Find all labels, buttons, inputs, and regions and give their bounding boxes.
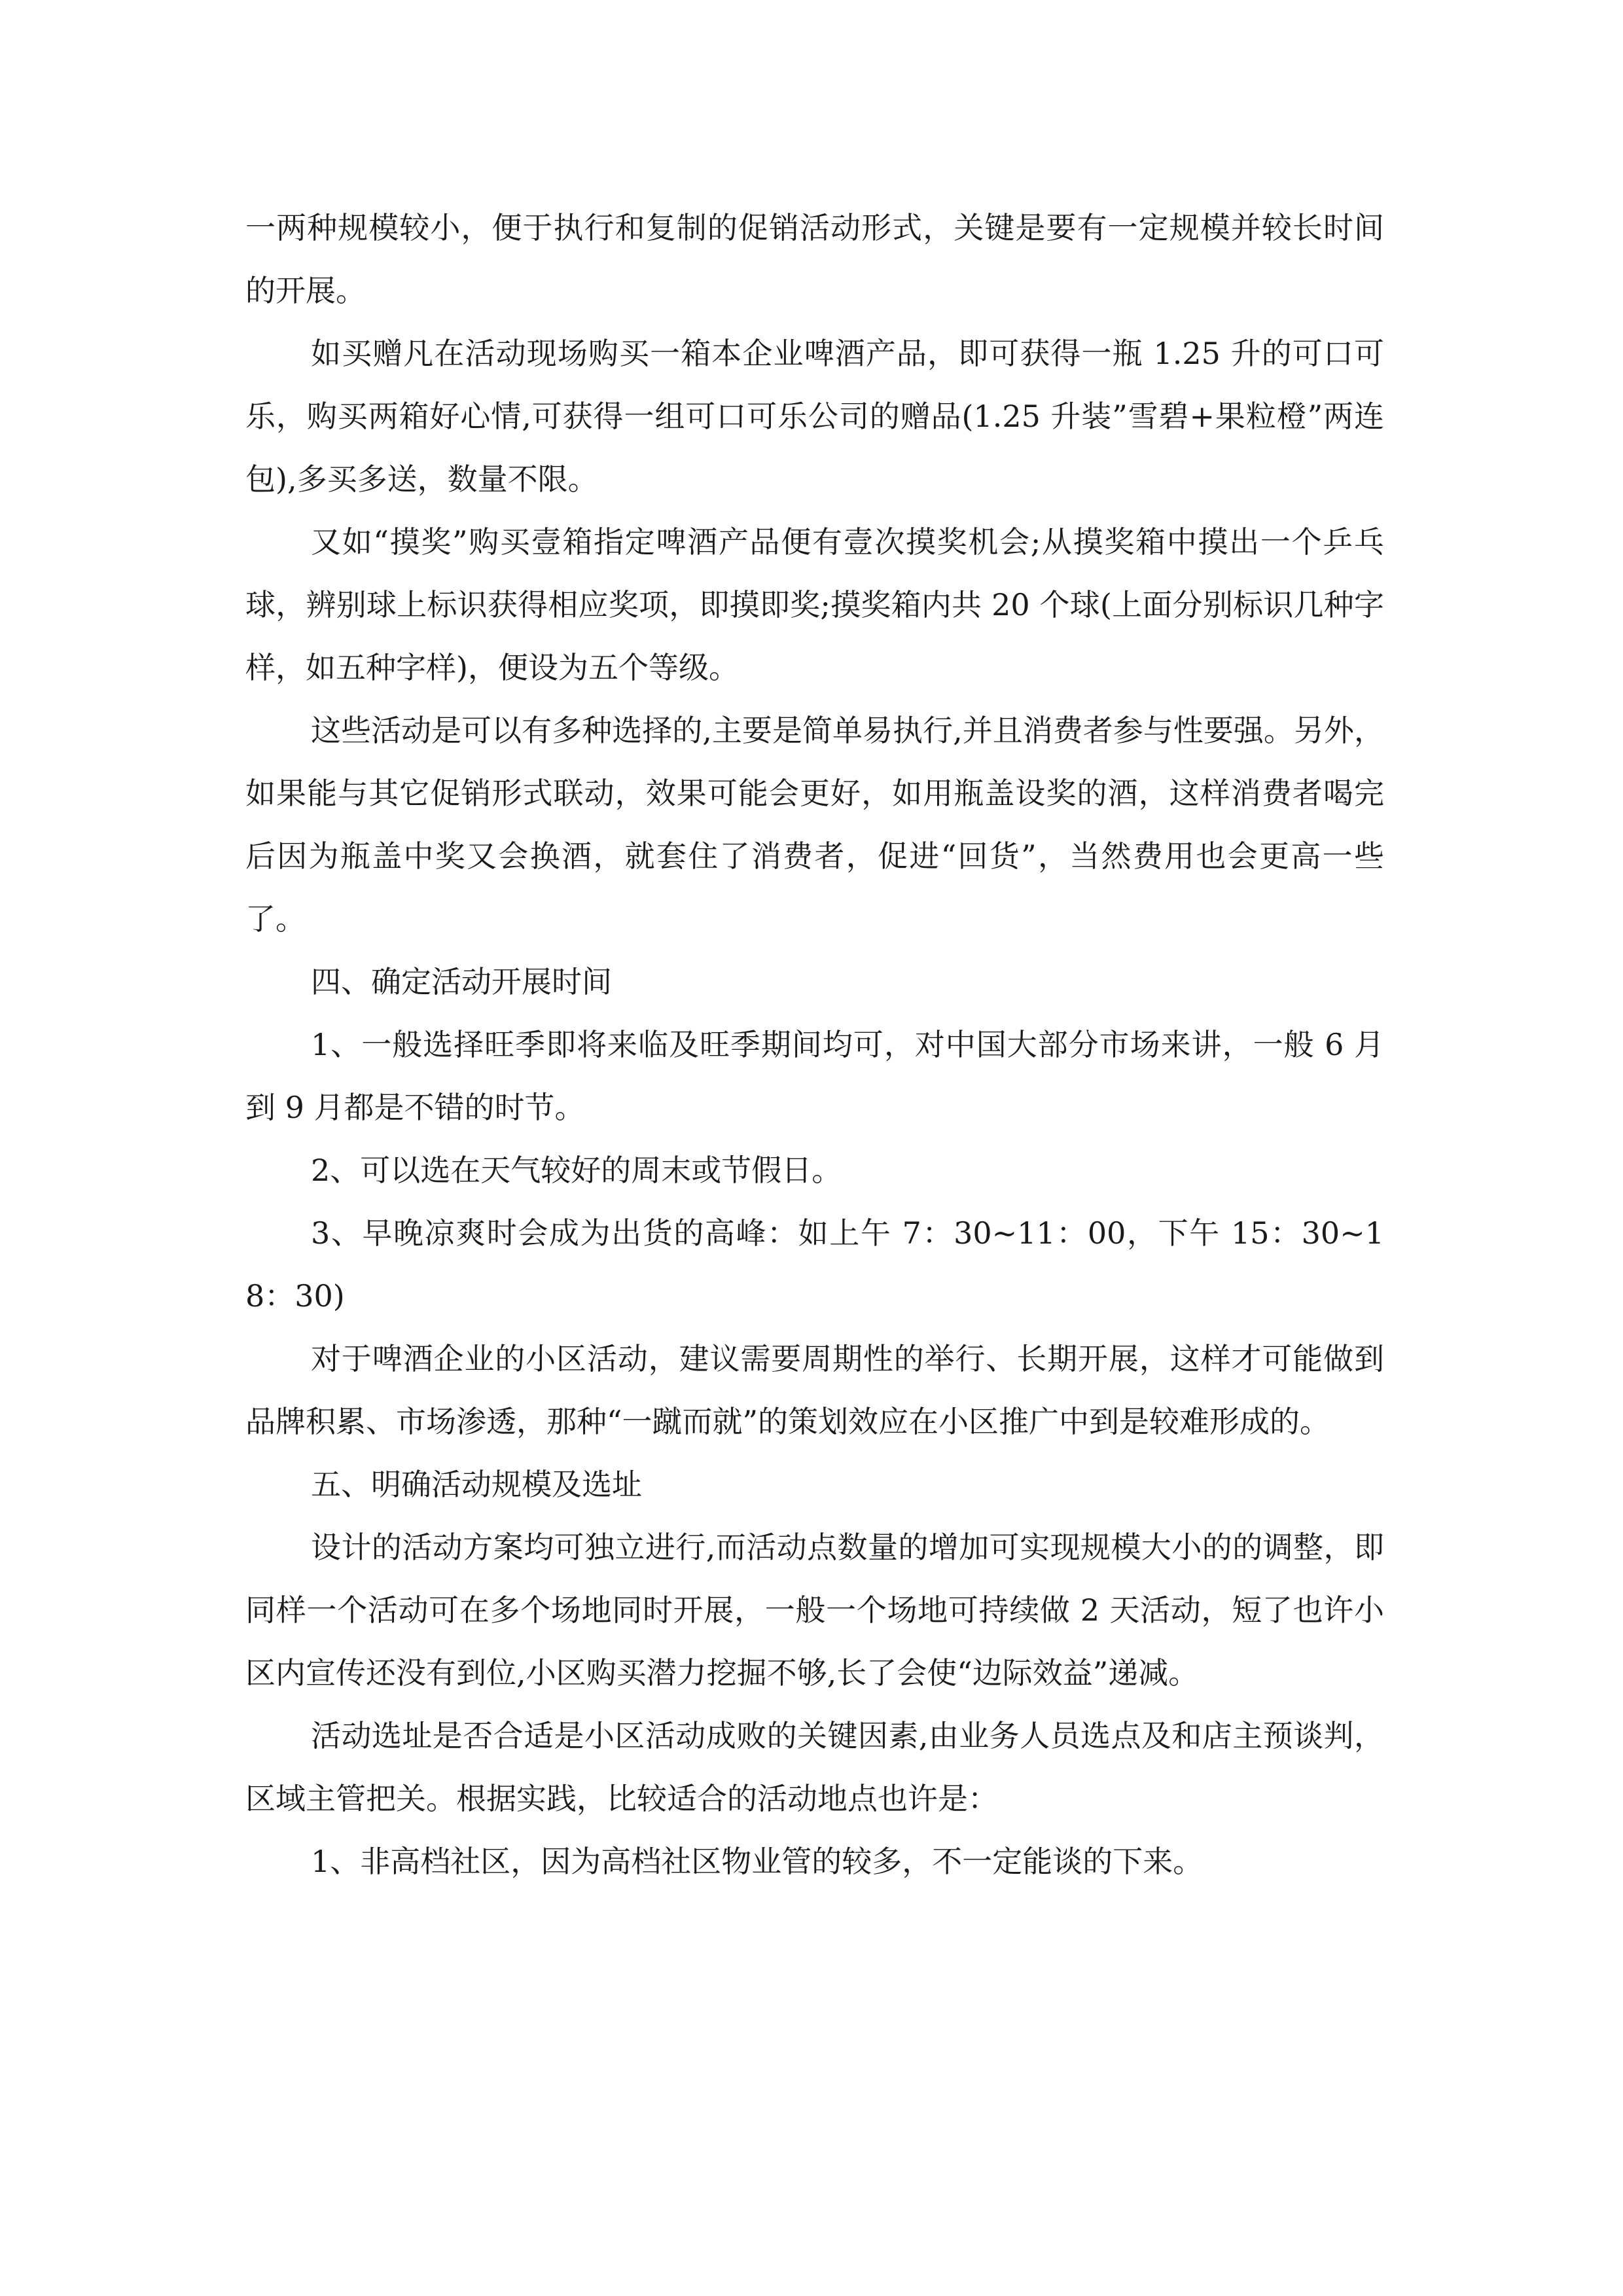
paragraph-scale-adjustment: 设计的活动方案均可独立进行,而活动点数量的增加可实现规模大小的的调整，即同样一个活动可在多个场地同时开展，一般一个场地可持续做 2 天活动，短了也许小区内宣传还没有到位,小区购买潜力挖掘不够,长了会使“边际效益”递减。	[245, 1530, 1384, 1691]
paragraph-periodic-activities: 对于啤酒企业的小区活动，建议需要周期性的举行、长期开展，这样才可能做到品牌积累、市场渗透，那种“一蹴而就”的策划效应在小区推广中到是较难形成的。	[245, 1341, 1384, 1439]
list-item-timing-2: 2、可以选在天气较好的周末或节假日。	[311, 1153, 842, 1188]
list-item-timing-3: 3、早晚凉爽时会成为出货的高峰：如上午 7：30~11：00，下午 15：30~18：30)	[245, 1215, 1384, 1314]
paragraph-buy-gift-example: 如买赠凡在活动现场购买一箱本企业啤酒产品，即可获得一瓶 1.25 升的可口可乐，购买两箱好心情,可获得一组可口可乐公司的赠品(1.25 升装”雪碧+果粒橙”两连包),多买多送，数量不限。	[245, 336, 1384, 497]
paragraph-lottery-example: 又如“摸奖”购买壹箱指定啤酒产品便有壹次摸奖机会;从摸奖箱中摸出一个乒乓球，辨别球上标识获得相应奖项，即摸即奖;摸奖箱内共 20 个球(上面分别标识几种字样，如五种字样)，便设为五个等级。	[245, 524, 1384, 685]
section-heading-scale-location: 五、明确活动规模及选址	[311, 1467, 642, 1502]
paragraph-intro-continuation: 一两种规模较小，便于执行和复制的促销活动形式，关键是要有一定规模并较长时间的开展。	[245, 210, 1384, 308]
section-heading-timing: 四、确定活动开展时间	[311, 964, 612, 999]
paragraph-activity-choices: 这些活动是可以有多种选择的,主要是简单易执行,并且消费者参与性要强。另外，如果能与其它促销形式联动，效果可能会更好，如用瓶盖设奖的酒，这样消费者喝完后因为瓶盖中奖又会换酒，就套住了消费者，促进“回货”，当然费用也会更高一些了。	[245, 713, 1384, 937]
paragraph-site-selection: 活动选址是否合适是小区活动成败的关键因素,由业务人员选点及和店主预谈判，区域主管把关。根据实践，比较适合的活动地点也许是：	[245, 1718, 1384, 1816]
list-item-timing-1: 1、一般选择旺季即将来临及旺季期间均可，对中国大部分市场来讲，一般 6 月到 9 月都是不错的时节。	[245, 1027, 1384, 1125]
list-item-location-1: 1、非高档社区，因为高档社区物业管的较多，不一定能谈的下来。	[311, 1844, 1204, 1879]
document-page	[245, 196, 1384, 1893]
